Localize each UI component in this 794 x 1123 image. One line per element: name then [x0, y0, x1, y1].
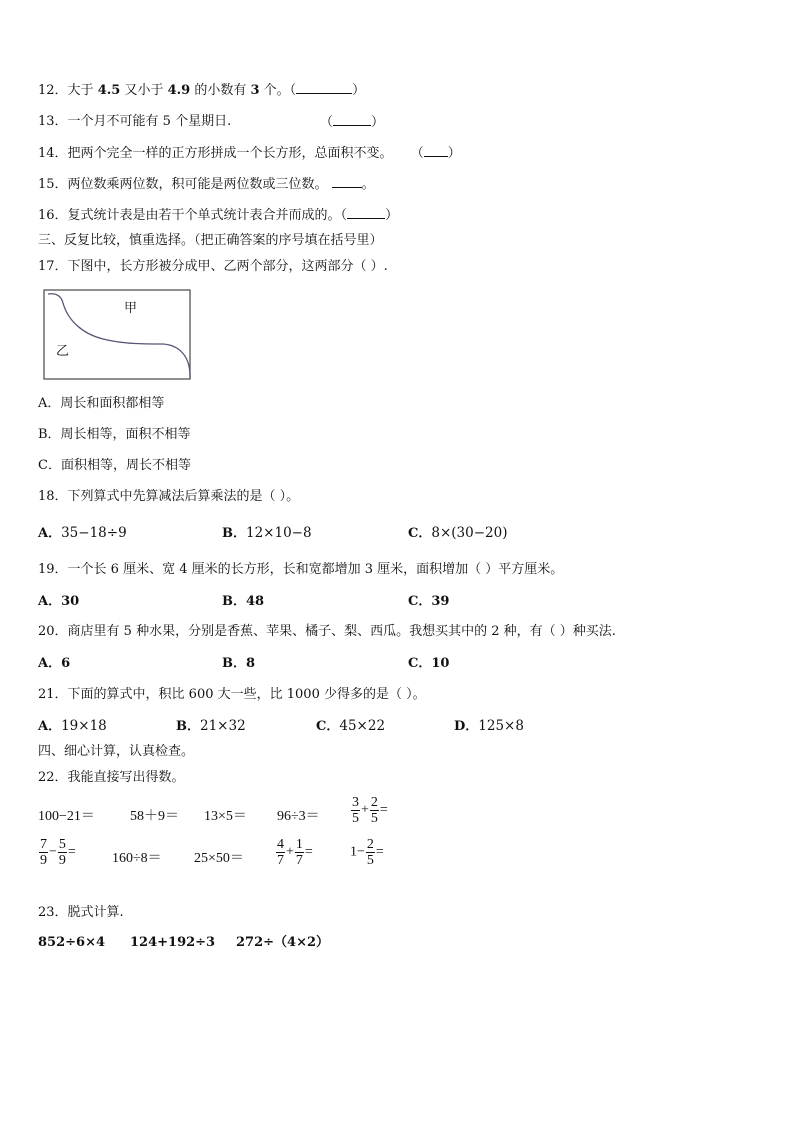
question-20: 20．商店里有 5 种水果，分别是香蕉、苹果、橘子、梨、西瓜。我想买其中的 2 种，有（ ）种买法.	[38, 624, 616, 639]
question-number: 12．	[38, 83, 68, 98]
section-heading-3: 三、反复比较，慎重选择。（把正确答案的序号填在括号里）	[38, 233, 383, 248]
question-18: 18．下列算式中先算减法后算乘法的是（ ）。	[38, 489, 300, 504]
calc-item: 272÷（4×2）	[236, 935, 330, 950]
region-label-yi: 乙	[56, 344, 70, 359]
option-a[interactable]: A．19×18	[38, 718, 107, 734]
region-label-jia: 甲	[124, 301, 138, 316]
fraction-calc-item: $\frac{4}{7}$ + $\frac{1}{7}$ =	[277, 837, 313, 868]
answer-blank[interactable]	[333, 114, 371, 126]
fraction: $\frac{2}{5}$	[370, 795, 378, 826]
option-b[interactable]: B．周长相等，面积不相等	[38, 427, 191, 442]
fraction: $\frac{5}{9}$	[58, 837, 66, 868]
question-19: 19．一个长 6 厘米、宽 4 厘米的长方形，长和宽都增加 3 厘米，面积增加（ ）平方厘米。	[38, 562, 564, 577]
option-c[interactable]: C．45×22	[316, 718, 386, 734]
option-d[interactable]: D．125×8	[454, 718, 524, 734]
calc-item: 96÷3＝	[277, 809, 320, 824]
calc-item: 25×50＝	[194, 851, 244, 866]
fraction: $\frac{4}{7}$	[277, 837, 284, 868]
calc-item: 58＋9＝	[130, 809, 179, 824]
question-16: 16．复式统计表是由若干个单式统计表合并而成的。（ ）	[38, 208, 399, 223]
answer-blank[interactable]	[347, 207, 385, 219]
fraction-calc-item: $\frac{3}{5}$ + $\frac{2}{5}$ =	[352, 795, 388, 826]
fraction: $\frac{2}{5}$	[366, 837, 374, 868]
option-c[interactable]: C．10	[408, 656, 450, 671]
option-a[interactable]: A．周长和面积都相等	[38, 396, 165, 411]
option-b[interactable]: B．48	[222, 594, 265, 609]
question-14: 14．把两个完全一样的正方形拼成一个长方形，总面积不变。 （ ）	[38, 146, 461, 161]
fraction-calc-item: $\frac{7}{9}$ − $\frac{5}{9}$ =	[40, 837, 76, 868]
fraction: $\frac{1}{7}$	[295, 837, 303, 868]
answer-blank[interactable]	[332, 176, 362, 188]
option-a[interactable]: A．6	[38, 656, 71, 671]
calc-item: 160÷8＝	[112, 851, 162, 866]
answer-blank[interactable]	[424, 145, 448, 157]
calc-item: 852÷6×4	[38, 935, 106, 950]
section-heading-4: 四、细心计算，认真检查。	[38, 744, 195, 759]
question-13: 13．一个月不可能有 5 个星期日. （ ）	[38, 114, 385, 130]
option-c[interactable]: C．面积相等，周长不相等	[38, 458, 191, 473]
option-a[interactable]: A．30	[38, 594, 80, 609]
fraction-calc-item: 1− $\frac{2}{5}$ =	[350, 837, 384, 868]
option-b[interactable]: B．12×10−8	[222, 525, 312, 541]
fraction: $\frac{7}{9}$	[40, 837, 47, 868]
rectangle-outline	[44, 290, 190, 379]
dividing-curve	[48, 294, 190, 379]
option-a[interactable]: A．35−18÷9	[38, 525, 127, 541]
option-c[interactable]: C．8×(30−20)	[408, 525, 508, 541]
question-12: 12．大于 4.5 又小于 4.9 的小数有 3 个。（ ）	[38, 83, 366, 98]
rectangle-diagram	[43, 289, 193, 382]
question-23: 23．脱式计算.	[38, 905, 124, 920]
answer-blank[interactable]	[296, 82, 352, 94]
question-22: 22．我能直接写出得数。	[38, 770, 185, 785]
calc-item: 13×5＝	[204, 809, 247, 824]
option-c[interactable]: C．39	[408, 594, 450, 609]
question-21: 21．下面的算式中，积比 600 大一些，比 1000 少得多的是（ ）。	[38, 687, 426, 702]
fraction: $\frac{3}{5}$	[352, 795, 359, 826]
question-17: 17．下图中，长方形被分成甲、乙两个部分，这两部分（ ）.	[38, 259, 388, 274]
option-b[interactable]: B．21×32	[176, 718, 246, 734]
calc-item: 124+192÷3	[130, 935, 216, 950]
calc-item: 100−21＝	[38, 809, 95, 824]
question-15: 15．两位数乘两位数，积可能是两位数或三位数。 。	[38, 177, 375, 192]
option-b[interactable]: B．8	[222, 656, 256, 671]
